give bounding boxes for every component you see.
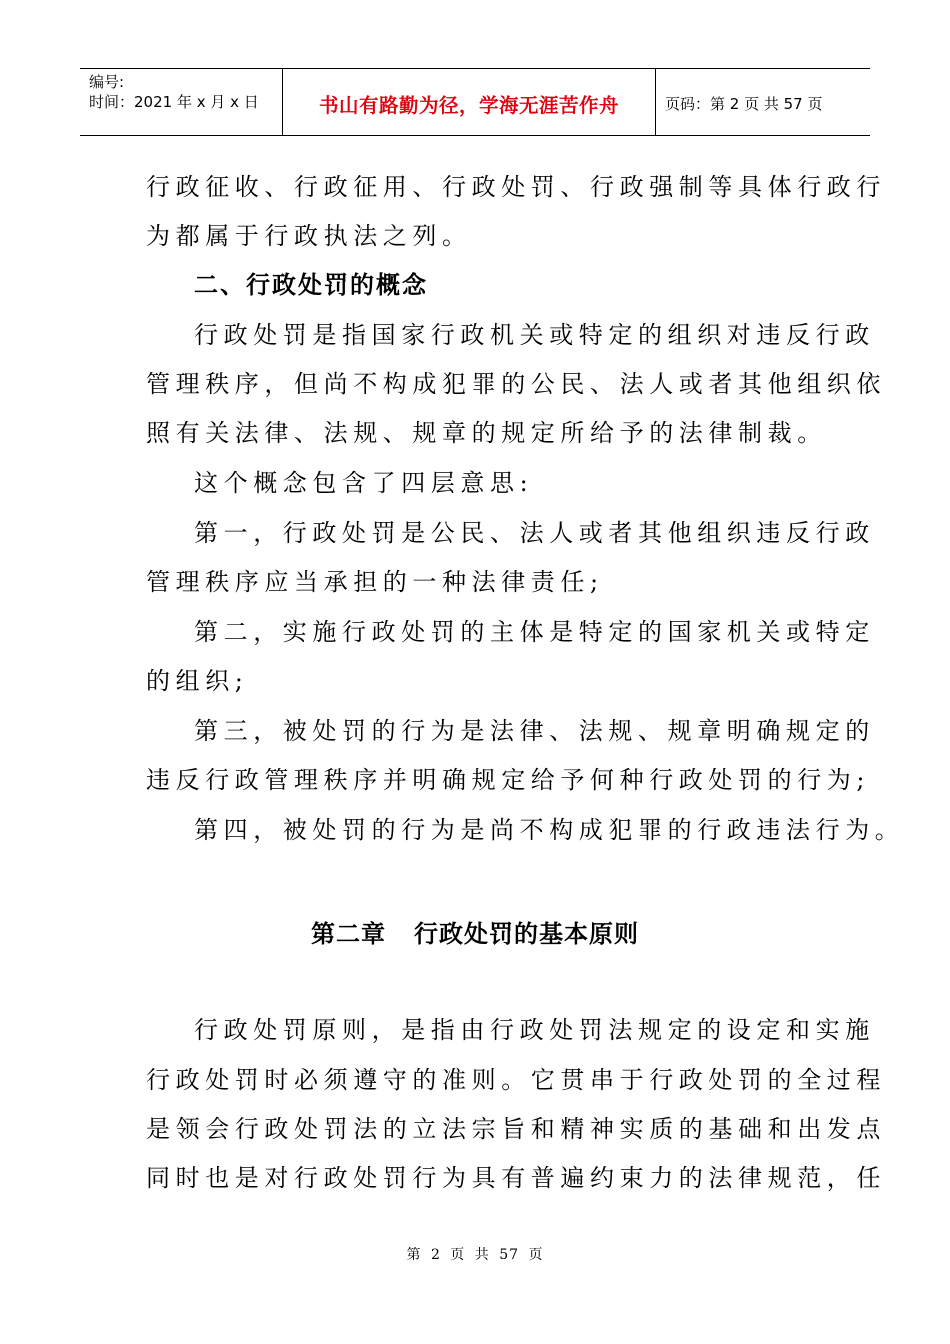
paragraph-line: 照有关法律、法规、规章的规定所给予的法律制裁。 — [146, 419, 827, 447]
document-number-label: 编号: — [89, 73, 125, 91]
section-heading: 二、行政处罚的概念 — [194, 271, 428, 299]
chapter-title: 第二章 行政处罚的基本原则 — [310, 920, 640, 948]
paragraph-line: 是领会行政处罚法的立法宗旨和精神实质的基础和出发点 — [146, 1115, 886, 1143]
header-page-info: 页码：第 2 页 共 57 页 — [665, 94, 823, 113]
paragraph-line: 第四，被处罚的行为是尚不构成犯罪的行政违法行为。 — [194, 816, 905, 844]
paragraph-line: 违反行政管理秩序并明确规定给予何种行政处罚的行为; — [146, 766, 871, 794]
paragraph-line: 同时也是对行政处罚行为具有普遍约束力的法律规范，任 — [146, 1164, 886, 1192]
page-header — [80, 68, 870, 136]
document-date: 时间：2021 年 x 月 x 日 — [89, 93, 259, 111]
paragraph-line: 行政征收、行政征用、行政处罚、行政强制等具体行政行 — [146, 173, 886, 201]
paragraph-line: 管理秩序，但尚不构成犯罪的公民、法人或者其他组织依 — [146, 370, 886, 398]
paragraph-line: 第三，被处罚的行为是法律、法规、规章明确规定的 — [194, 717, 875, 745]
paragraph-line: 行政处罚原则，是指由行政处罚法规定的设定和实施 — [194, 1016, 875, 1044]
paragraph-line: 管理秩序应当承担的一种法律责任; — [146, 568, 604, 596]
paragraph-line: 行政处罚时必须遵守的准则。它贯串于行政处罚的全过程 — [146, 1066, 886, 1094]
paragraph-line: 行政处罚是指国家行政机关或特定的组织对违反行政 — [194, 321, 875, 349]
page-footer: 第 2 页 共 57 页 — [406, 1247, 544, 1263]
paragraph-line: 第二，实施行政处罚的主体是特定的国家机关或特定 — [194, 618, 875, 646]
paragraph-line: 第一，行政处罚是公民、法人或者其他组织违反行政 — [194, 519, 875, 547]
paragraph-line: 的组织; — [146, 667, 249, 695]
paragraph-line: 为都属于行政执法之列。 — [146, 222, 472, 250]
header-motto: 书山有路勤为径，学海无涯苦作舟 — [283, 69, 656, 135]
paragraph-line: 这个概念包含了四层意思: — [194, 469, 534, 497]
header-meta-cell — [80, 69, 283, 135]
